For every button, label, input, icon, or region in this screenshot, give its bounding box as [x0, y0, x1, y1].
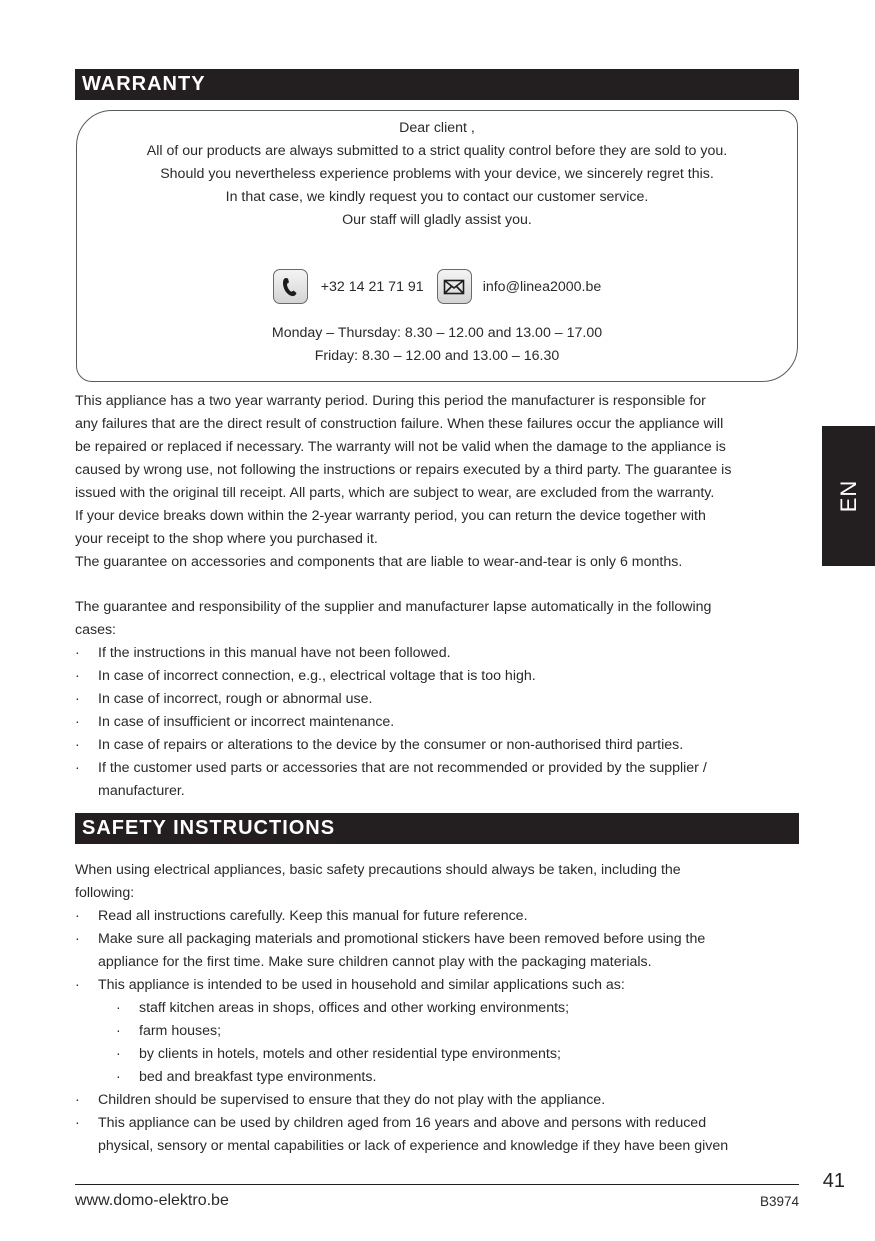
page-number: 41 — [822, 1170, 845, 1192]
sub-bullet-mark: · — [116, 1023, 121, 1039]
footer-model-number: B3974 — [759, 1194, 799, 1209]
customer-service-box — [76, 110, 798, 382]
warranty-heading: WARRANTY — [75, 69, 799, 100]
intro-line: Should you nevertheless experience problems with your device, we sincerely regret this. — [160, 166, 714, 182]
warranty-text-line: any failures that are the direct result of construction failure. When these failures occur the appliance will — [75, 416, 724, 432]
language-tab-label: EN — [835, 479, 861, 513]
bullet-mark: · — [75, 1115, 80, 1131]
bullet-mark: · — [75, 714, 80, 730]
bullet-mark: · — [75, 977, 80, 993]
contact-row — [77, 269, 797, 304]
warranty-text-line: If your device breaks down within the 2-year warranty period, you can return the device together with — [75, 508, 706, 524]
safety-intro-line: When using electrical appliances, basic safety precautions should always be taken, including the — [75, 862, 681, 878]
safety-item: Make sure all packaging materials and promotional stickers have been removed before using the — [98, 931, 706, 947]
email-address[interactable]: info@linea2000.be — [482, 278, 602, 295]
phone-number[interactable]: +32 14 21 71 91 — [320, 278, 424, 295]
footer-divider — [75, 1184, 799, 1185]
safety-intro-line: following: — [75, 885, 135, 901]
warranty-text-line: The guarantee on accessories and components that are liable to wear-and-tear is only 6 months. — [75, 554, 683, 570]
warranty-text-line: issued with the original till receipt. All parts, which are subject to wear, are excluded from the warranty. — [75, 485, 715, 501]
bullet-mark: · — [75, 760, 80, 776]
safety-item-continued: physical, sensory or mental capabilities or lack of experience and knowledge if they have been given — [98, 1138, 729, 1154]
intro-line: Our staff will gladly assist you. — [342, 212, 532, 228]
safety-item: This appliance can be used by children aged from 16 years and above and persons with reduced — [98, 1115, 707, 1131]
intro-line: In that case, we kindly request you to contact our customer service. — [225, 189, 649, 205]
lapse-text-line: The guarantee and responsibility of the supplier and manufacturer lapse automatically in the following — [75, 599, 712, 615]
footer-website[interactable]: www.domo-elektro.be — [75, 1192, 229, 1209]
lapse-text-line: cases: — [75, 622, 117, 638]
safety-item: Children should be supervised to ensure that they do not play with the appliance. — [98, 1092, 606, 1108]
warranty-text-line: This appliance has a two year warranty period. During this period the manufacturer is responsible for — [75, 393, 706, 409]
safety-item: Read all instructions carefully. Keep this manual for future reference. — [98, 908, 528, 924]
safety-item-continued: appliance for the first time. Make sure children cannot play with the packaging materials. — [98, 954, 652, 970]
warranty-text-line: your receipt to the shop where you purchased it. — [75, 531, 378, 547]
case-item: If the customer used parts or accessories that are not recommended or provided by the supplier / — [98, 760, 707, 776]
case-item: In case of repairs or alterations to the device by the consumer or non-authorised third parties. — [98, 737, 684, 753]
sub-bullet-mark: · — [116, 1069, 121, 1085]
bullet-mark: · — [75, 908, 80, 924]
warranty-text-line: caused by wrong use, not following the instructions or repairs executed by a third party. The guarantee is — [75, 462, 732, 478]
sub-item: farm houses; — [139, 1023, 222, 1039]
bullet-mark: · — [75, 737, 80, 753]
case-item-continued: manufacturer. — [98, 783, 185, 799]
bullet-mark: · — [75, 668, 80, 684]
case-item: If the instructions in this manual have not been followed. — [98, 645, 451, 661]
bullet-mark: · — [75, 645, 80, 661]
bullet-mark: · — [75, 931, 80, 947]
safety-item: This appliance is intended to be used in household and similar applications such as: — [98, 977, 625, 993]
mail-icon — [437, 269, 472, 304]
case-item: In case of incorrect connection, e.g., electrical voltage that is too high. — [98, 668, 536, 684]
case-item: In case of insufficient or incorrect maintenance. — [98, 714, 395, 730]
case-item: In case of incorrect, rough or abnormal use. — [98, 691, 373, 707]
sub-item: by clients in hotels, motels and other residential type environments; — [139, 1046, 561, 1062]
sub-item: bed and breakfast type environments. — [139, 1069, 377, 1085]
bullet-mark: · — [75, 691, 80, 707]
intro-greeting: Dear client , — [399, 120, 475, 136]
phone-icon — [273, 269, 308, 304]
intro-line: All of our products are always submitted to a strict quality control before they are sold to you. — [146, 143, 728, 159]
sub-item: staff kitchen areas in shops, offices and other working environments; — [139, 1000, 570, 1016]
warranty-text-line: be repaired or replaced if necessary. The warranty will not be valid when the damage to the appliance is — [75, 439, 726, 455]
sub-bullet-mark: · — [116, 1000, 121, 1016]
hours-friday: Friday: 8.30 – 12.00 and 13.00 – 16.30 — [314, 348, 560, 364]
language-tab — [822, 426, 875, 566]
sub-bullet-mark: · — [116, 1046, 121, 1062]
hours-mon-thu: Monday – Thursday: 8.30 – 12.00 and 13.00 – 17.00 — [271, 325, 603, 341]
bullet-mark: · — [75, 1092, 80, 1108]
safety-heading: SAFETY INSTRUCTIONS — [75, 813, 799, 844]
